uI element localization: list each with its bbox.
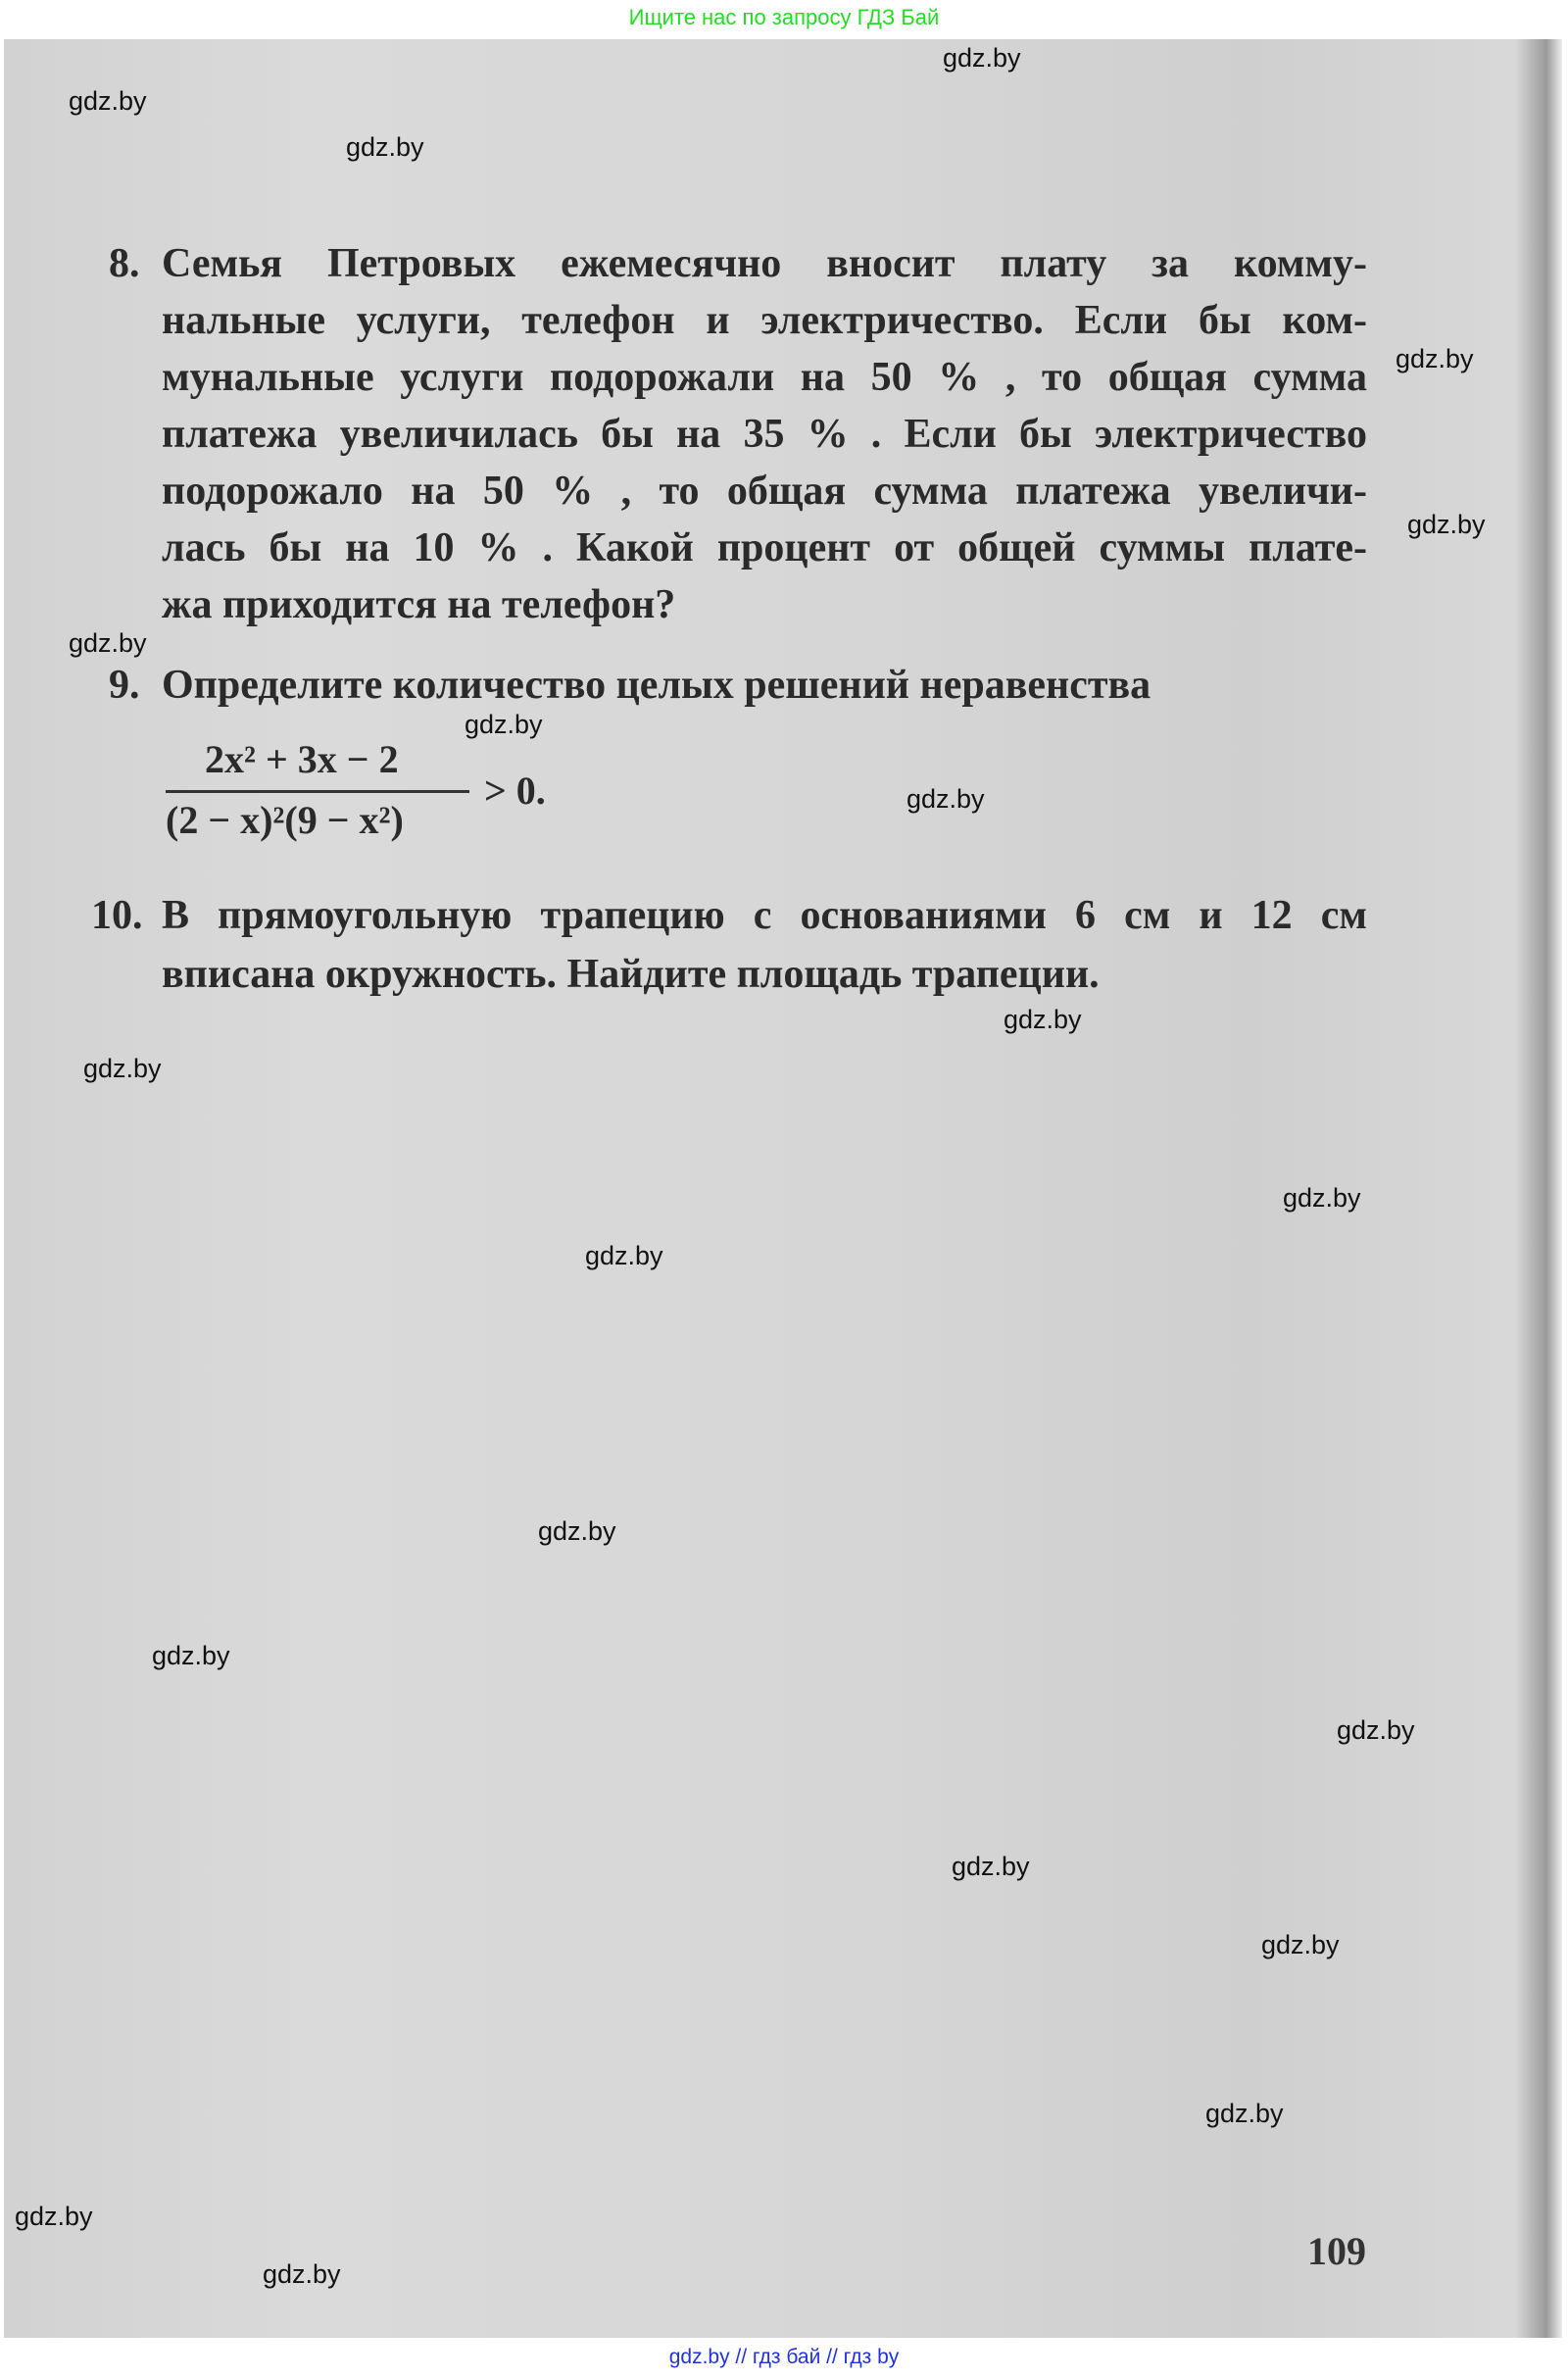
- problem-8-line: Семья Петровых ежемесячно вносит плату за комму-: [162, 241, 1367, 286]
- watermark: gdz.by: [346, 132, 424, 162]
- watermark: gdz.by: [538, 1516, 616, 1546]
- top-banner[interactable]: Ищите нас по запросу ГДЗ Бай: [628, 5, 940, 29]
- watermark: gdz.by: [83, 1054, 162, 1083]
- watermark: gdz.by: [1205, 2099, 1284, 2128]
- textbook-page: [4, 39, 1562, 2338]
- inequality-relation: > 0.: [484, 768, 546, 813]
- watermark: gdz.by: [1283, 1183, 1361, 1213]
- problem-9-line: Определите количество целых решений неравенства: [162, 663, 1152, 708]
- problem-8-line: жа приходится на телефон?: [162, 582, 676, 627]
- problem-10-line: вписана окружность. Найдите площадь трапеции.: [162, 952, 1100, 997]
- watermark: gdz.by: [15, 2202, 93, 2231]
- watermark: gdz.by: [1337, 1715, 1415, 1745]
- problem-8-line: лась бы на 10 % . Какой процент от общей суммы плате-: [162, 525, 1367, 570]
- fraction-bar: [166, 790, 469, 793]
- problem-8-line: мунальные услуги подорожали на 50 % , то общая сумма: [162, 355, 1367, 400]
- watermark: gdz.by: [1407, 510, 1486, 539]
- problem-10-number: 10.: [91, 893, 143, 938]
- problem-9-number: 9.: [109, 663, 140, 708]
- watermark: gdz.by: [263, 2259, 341, 2289]
- watermark: gdz.by: [1004, 1005, 1082, 1034]
- page-number: 109: [1307, 2229, 1366, 2273]
- watermark: gdz.by: [69, 86, 147, 116]
- fraction-numerator: 2x² + 3x − 2: [205, 737, 399, 781]
- watermark: gdz.by: [1396, 344, 1474, 373]
- problem-8-line: платежа увеличилась бы на 35 % . Если бы электричество: [162, 412, 1367, 457]
- watermark: gdz.by: [585, 1241, 663, 1270]
- watermark: gdz.by: [906, 784, 985, 814]
- watermark: gdz.by: [943, 43, 1021, 73]
- watermark: gdz.by: [465, 710, 543, 739]
- problem-8-line: подорожало на 50 % , то общая сумма платежа увеличи-: [162, 469, 1367, 514]
- problem-8-number: 8.: [109, 241, 140, 286]
- watermark: gdz.by: [1261, 1930, 1340, 1959]
- fraction-denominator: (2 − x)²(9 − x²): [166, 798, 404, 842]
- watermark: gdz.by: [152, 1641, 230, 1670]
- watermark: gdz.by: [952, 1852, 1030, 1881]
- problem-8-line: нальные услуги, телефон и электричество. Если бы ком-: [162, 298, 1367, 343]
- problem-10-line: В прямоугольную трапецию с основаниями 6 см и 12 см: [162, 893, 1367, 938]
- watermark: gdz.by: [69, 628, 147, 658]
- bottom-banner[interactable]: gdz.by // гдз бай // гдз by: [668, 2346, 900, 2368]
